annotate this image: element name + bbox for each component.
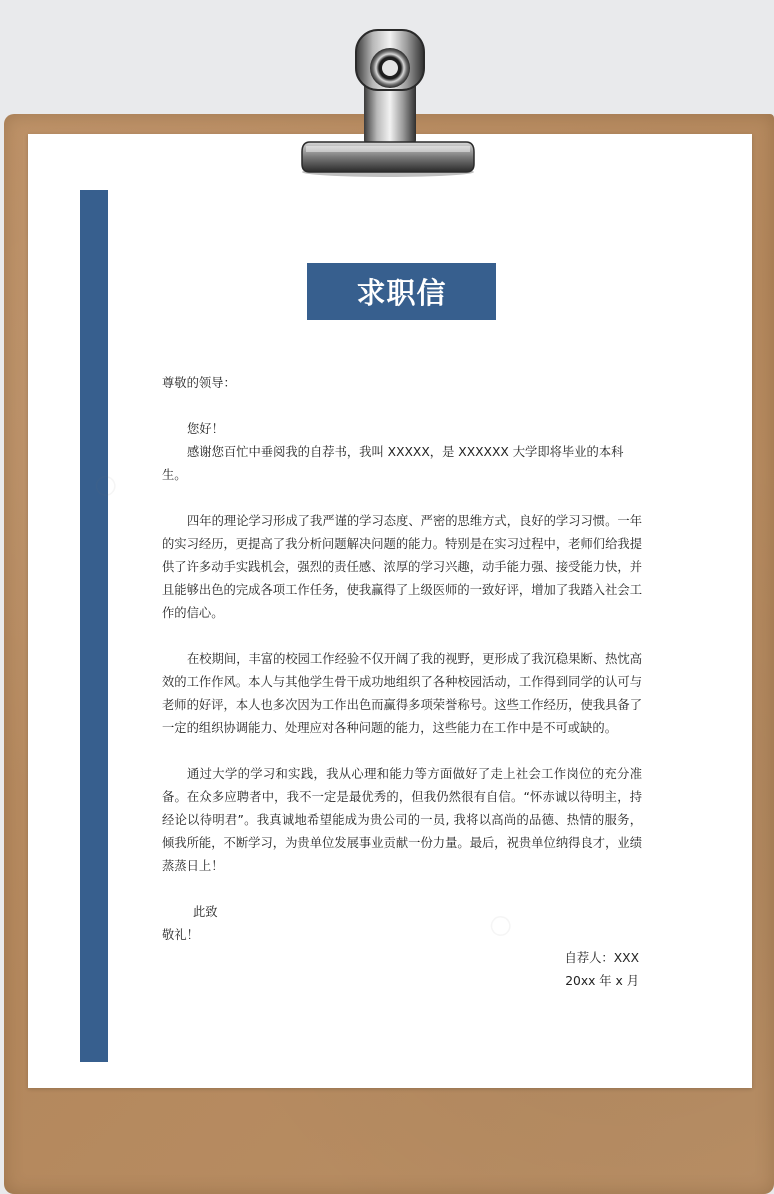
- letter-body: [162, 372, 642, 993]
- salutation: 尊敬的领导：: [162, 376, 236, 390]
- page-title: 求职信: [356, 276, 447, 310]
- closing-line-1: 此致: [193, 905, 218, 919]
- paragraph-3: 通过大学的学习和实践，我从心理和能力等方面做好了走上社会工作岗位的充分准备。在众多应聘者中，我不一定是最优秀的，但我仍然很有自信。“怀赤诚以待明主，持经论以待明君”。我真诚地希望能成为贵公司的一员, 我将以高尚的品德、热情的服务，倾我所能，不断学习，为贵单位发展事业贡献一份力量。最后，祝贵单位纳得良才，业绩蒸蒸日上！: [162, 767, 642, 873]
- date: 20xx 年 x 月: [565, 974, 639, 988]
- greeting: 您好！: [187, 422, 224, 436]
- watermark: ○: [483, 906, 520, 944]
- closing-line-2: 敬礼！: [162, 928, 199, 942]
- binder-clip-icon: [296, 22, 480, 178]
- intro-line: 感谢您百忙中垂阅我的自荐书，我叫 XXXXX，是 XXXXXX 大学即将毕业的本科生。: [162, 445, 624, 482]
- paragraph-1: 四年的理论学习形成了我严谨的学习态度、严密的思维方式，良好的学习习惯。一年的实习经历，更提高了我分析问题解决问题的能力。特别是在实习过程中，老师们给我提供了许多动手实践机会，强烈的责任感、浓厚的学习兴趣，动手能力强、接受能力快，并且能够出色的完成各项工作任务，使我赢得了上级医师的一致好评，增加了我踏入社会工作的信心。: [162, 514, 642, 620]
- signature: 自荐人：XXX: [564, 951, 639, 965]
- watermark: ○: [88, 466, 125, 504]
- accent-side-bar: [80, 190, 108, 1062]
- paragraph-2: 在校期间，丰富的校园工作经验不仅开阔了我的视野，更形成了我沉稳果断、热忱高效的工作作风。本人与其他学生骨干成功地组织了各种校园活动，工作得到同学的认可与老师的好评，本人也多次因为工作出色而赢得多项荣誉称号。这些工作经历，使我具备了一定的组织协调能力、处理应对各种问题的能力，这些能力在工作中是不可或缺的。: [162, 652, 642, 735]
- title-banner: [307, 263, 496, 320]
